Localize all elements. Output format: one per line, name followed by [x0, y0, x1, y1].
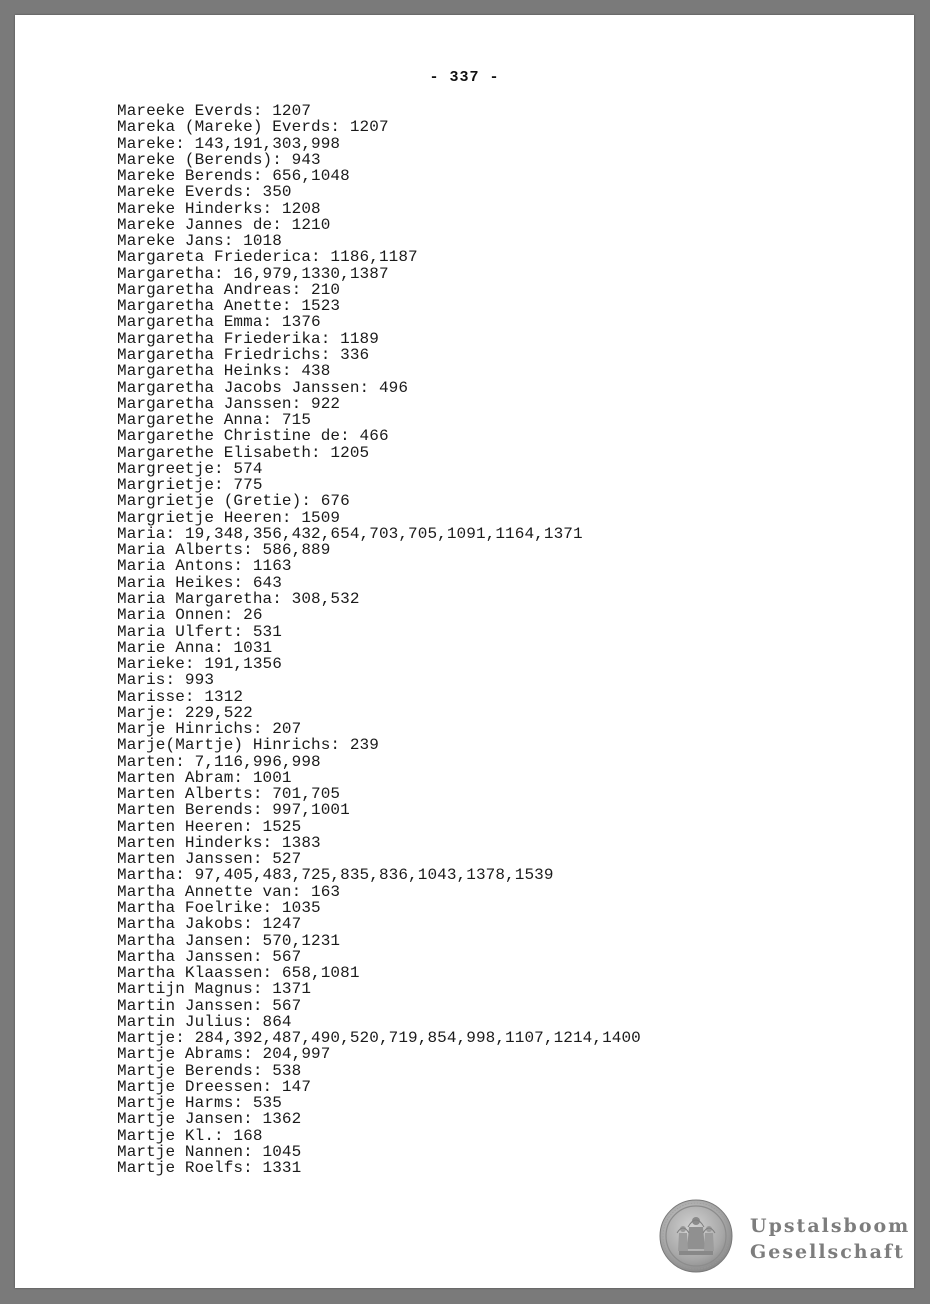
index-entry: Martje Harms: 535: [117, 1094, 282, 1113]
brand-line-2: Gesellschaft: [750, 1241, 905, 1263]
index-entry: Margaretha Anette: 1523: [117, 297, 341, 316]
upstalsboom-seal-icon: [659, 1199, 733, 1273]
index-entry: Martje Dreessen: 147: [117, 1077, 312, 1096]
index-entry: Mareke (Berends): 943: [117, 150, 321, 169]
index-entry: Margarethe Christine de: 466: [117, 427, 389, 446]
index-entry: Mareke: 143,191,303,998: [117, 134, 341, 153]
index-entry: Margrietje Heeren: 1509: [117, 508, 341, 527]
index-entry: Martje Kl.: 168: [117, 1126, 263, 1145]
index-entry: Maria: 19,348,356,432,654,703,705,1091,1164,1371: [117, 524, 583, 543]
index-entry: Martha Annette van: 163: [117, 882, 341, 901]
index-entry: Margrietje: 775: [117, 476, 263, 495]
index-entry: Margaretha Janssen: 922: [117, 394, 341, 413]
index-entry: Martha Jakobs: 1247: [117, 915, 302, 934]
index-entry: Margaretha Heinks: 438: [117, 362, 331, 381]
brand-line-1: Upstalsboom: [750, 1215, 911, 1237]
index-entry: Martha Janssen: 567: [117, 947, 302, 966]
index-entry: Marten: 7,116,996,998: [117, 752, 321, 771]
index-entry: Martje Nannen: 1045: [117, 1143, 302, 1161]
index-entry: Margaretha Emma: 1376: [117, 313, 321, 332]
index-entry: Margrietje (Gretie): 676: [117, 492, 350, 511]
index-entry: Marie Anna: 1031: [117, 638, 273, 657]
index-entry: Margareta Friederica: 1186,1187: [117, 248, 418, 267]
index-entry: Maris: 993: [117, 671, 215, 690]
index-entry: Martijn Magnus: 1371: [117, 980, 312, 999]
index-entry: Margaretha Jacobs Janssen: 496: [117, 378, 409, 397]
index-entry: Marten Berends: 997,1001: [117, 801, 350, 820]
index-entry: Marieke: 191,1356: [117, 655, 282, 674]
index-entry: Marten Alberts: 701,705: [117, 785, 341, 804]
index-entry: Marten Abram: 1001: [117, 768, 292, 787]
index-entry: Mareeke Everds: 1207: [117, 102, 312, 120]
index-entry: Marje Hinrichs: 207: [117, 720, 302, 739]
index-entry: Mareke Berends: 656,1048: [117, 167, 350, 186]
index-entry: Maria Antons: 1163: [117, 557, 292, 576]
index-entry-list: [117, 103, 641, 1177]
index-entry: Martje Jansen: 1362: [117, 1110, 302, 1129]
index-entry: Marje(Martje) Hinrichs: 239: [117, 736, 379, 755]
index-entry: Martje Roelfs: 1331: [117, 1159, 302, 1178]
index-entry: Margaretha Andreas: 210: [117, 280, 341, 299]
index-entry: Maria Onnen: 26: [117, 606, 263, 625]
index-entry: Margreetje: 574: [117, 459, 263, 478]
index-entry: Maria Margaretha: 308,532: [117, 589, 360, 608]
index-entry: Maria Ulfert: 531: [117, 622, 282, 641]
index-entry: Martha: 97,405,483,725,835,836,1043,1378,1539: [117, 866, 554, 885]
index-entry: Margaretha Friederika: 1189: [117, 329, 379, 348]
index-entry: Maria Heikes: 643: [117, 573, 282, 592]
page-number: - 337 -: [429, 69, 500, 86]
index-entry: Mareke Jannes de: 1210: [117, 215, 331, 234]
index-entry: Mareke Jans: 1018: [117, 232, 282, 251]
index-entry: Mareka (Mareke) Everds: 1207: [117, 118, 389, 137]
document-page: [15, 15, 914, 1288]
index-entry: Marje: 229,522: [117, 703, 253, 722]
index-entry: Marten Hinderks: 1383: [117, 833, 321, 852]
index-entry: Margarethe Anna: 715: [117, 411, 312, 430]
index-entry: Martha Jansen: 570,1231: [117, 931, 341, 950]
index-entry: Mareke Hinderks: 1208: [117, 199, 321, 218]
index-entry: Marten Janssen: 527: [117, 850, 302, 869]
index-entry: Maria Alberts: 586,889: [117, 541, 331, 560]
index-entry: Martha Klaassen: 658,1081: [117, 964, 360, 983]
index-entry: Martin Janssen: 567: [117, 996, 302, 1015]
index-entry: Martha Foelrike: 1035: [117, 899, 321, 918]
index-entry: Marten Heeren: 1525: [117, 817, 302, 836]
index-entry: Martje: 284,392,487,490,520,719,854,998,1107,1214,1400: [117, 1029, 641, 1048]
index-entry: Martin Julius: 864: [117, 1012, 292, 1031]
index-entry: Margarethe Elisabeth: 1205: [117, 443, 370, 462]
index-entry: Marisse: 1312: [117, 687, 244, 706]
index-entry: Martje Abrams: 204,997: [117, 1045, 331, 1064]
brand-wordmark: [750, 1213, 910, 1265]
index-entry: Martje Berends: 538: [117, 1061, 302, 1080]
index-entry: Margaretha: 16,979,1330,1387: [117, 264, 389, 283]
index-entry: Margaretha Friedrichs: 336: [117, 345, 370, 364]
index-entry: Mareke Everds: 350: [117, 183, 292, 202]
